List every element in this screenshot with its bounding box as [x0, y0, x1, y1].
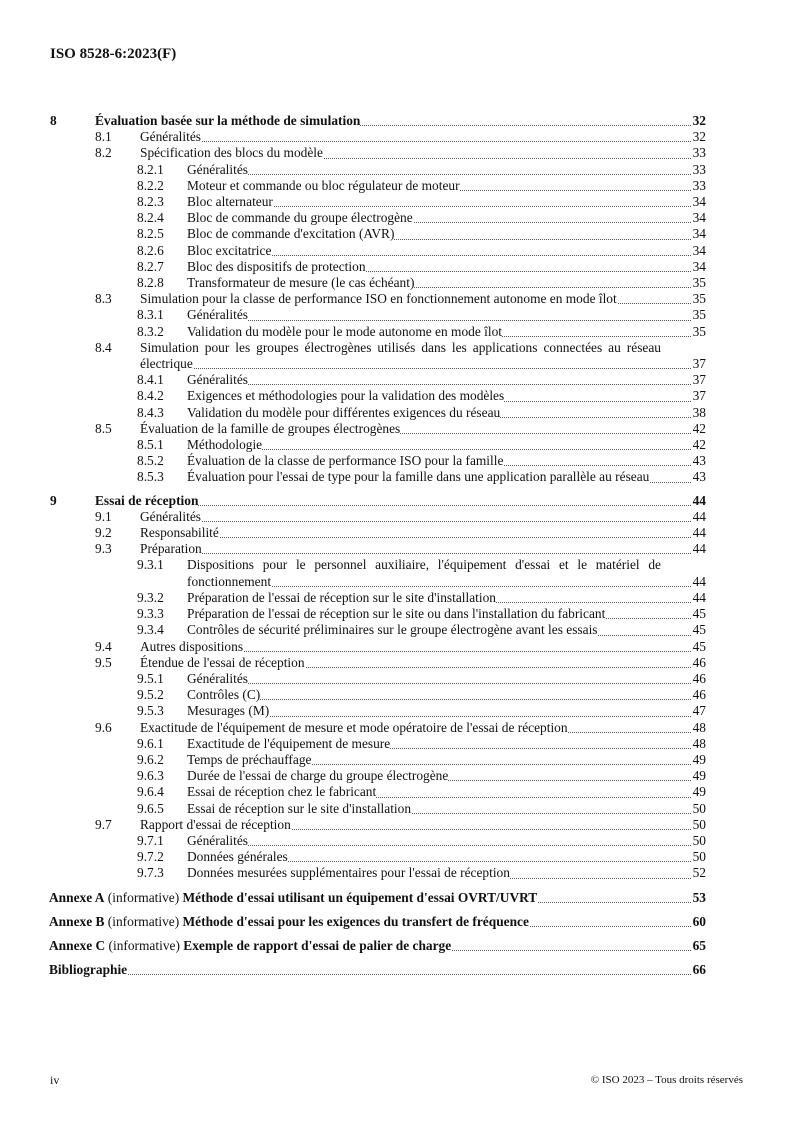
toc-entry-page[interactable]: 38: [692, 404, 706, 420]
toc-entry-number: 8: [50, 113, 57, 128]
toc-entry-number: 8.2.5: [137, 226, 164, 242]
toc-entry-page[interactable]: 34: [692, 226, 706, 242]
toc-annex-text: [49, 938, 451, 953]
toc-entry[interactable]: [0, 113, 793, 129]
toc-entry-text-wrap: [140, 639, 661, 655]
toc-entry-text-wrap: [187, 590, 661, 606]
toc-entry-number: 9: [50, 492, 57, 508]
toc-entry-number: 8.4.1: [137, 372, 164, 388]
toc-entry-text-wrap: [187, 243, 661, 259]
toc-entry[interactable]: [0, 606, 793, 622]
toc-entry-text-wrap: [187, 194, 661, 210]
toc-entry-text-wrap: [140, 291, 661, 307]
toc-entry[interactable]: [0, 162, 793, 178]
toc-entry-number: 8.2.1: [137, 161, 164, 177]
toc-entry[interactable]: [0, 178, 793, 194]
toc-entry-page[interactable]: 42: [692, 420, 706, 436]
toc-entry-text-wrap: [187, 437, 661, 453]
toc-entry-title[interactable]: Données mesurées supplémentaires pour l'essai de réception: [187, 865, 510, 881]
toc-entry-title[interactable]: Généralités: [187, 161, 248, 177]
toc-entry-text-wrap: [140, 509, 661, 525]
toc-entry-page[interactable]: 44: [692, 492, 706, 508]
toc-annex-entry[interactable]: [0, 938, 793, 954]
toc-entry[interactable]: [0, 801, 793, 817]
toc-entry[interactable]: [0, 671, 793, 687]
toc-entry-number: 8.4: [95, 339, 112, 355]
toc-entry[interactable]: [0, 226, 793, 242]
toc-entry-title[interactable]: Spécification des blocs du modèle: [140, 145, 323, 161]
toc-entry-title[interactable]: Mesurages (M): [187, 703, 270, 719]
toc-entry-page[interactable]: 37: [692, 356, 706, 372]
toc-entry-number: 9.7.2: [137, 849, 164, 865]
toc-entry[interactable]: [0, 752, 793, 768]
annex-type: (informative): [107, 913, 180, 929]
toc-entry-title[interactable]: Simulation pour les groupes électrogènes utilisés dans les applications connectées au réseau électrique: [140, 339, 661, 372]
toc-entry-title[interactable]: Contrôles de sécurité préliminaires sur le groupe électrogène avant les essais: [187, 622, 598, 638]
toc-entry-number: 9.7: [95, 816, 112, 832]
toc-entry-title[interactable]: Généralités: [187, 670, 248, 686]
page-number: iv: [50, 1073, 60, 1087]
toc-entry-text-wrap: [187, 210, 661, 226]
toc-entry[interactable]: [0, 275, 793, 291]
toc-entry-page[interactable]: 37: [692, 372, 706, 388]
toc-entry-number: 8.2.2: [137, 177, 164, 193]
toc-entry-page[interactable]: 49: [692, 784, 706, 800]
toc-entry-title[interactable]: Bloc de commande du groupe électrogène: [187, 210, 413, 226]
toc-entry-text-wrap: [140, 720, 661, 736]
toc-entry-number: 9.5.2: [137, 687, 164, 703]
toc-entry-page[interactable]: 48: [692, 735, 706, 751]
toc-entry[interactable]: [0, 129, 793, 145]
toc-entry-number: 8.5: [95, 420, 112, 436]
toc-entry-page[interactable]: 49: [692, 751, 706, 767]
toc-entry-number: 8.2.7: [137, 258, 164, 274]
toc-entry[interactable]: [0, 849, 793, 865]
toc-entry-number: 9.1: [95, 508, 112, 524]
toc-entry-text-wrap: [140, 129, 661, 145]
toc-entry-title[interactable]: Dispositions pour le personnel auxiliaire, l'équipement d'essai et le matériel de fonctionnement: [187, 557, 661, 589]
toc-entry-text-wrap: [187, 801, 661, 817]
toc-entry-title[interactable]: Contrôles (C): [187, 687, 261, 703]
toc-entry-title[interactable]: Simulation pour la classe de performance ISO en fonctionnement autonome en mode îlot: [140, 291, 617, 307]
annex-type: (informative): [107, 889, 180, 905]
toc-entry-title[interactable]: Évaluation basée sur la méthode de simulation: [95, 113, 361, 128]
toc-entry-page[interactable]: 37: [692, 388, 706, 404]
toc-entry[interactable]: [0, 687, 793, 703]
toc-entry-title[interactable]: Exactitude de l'équipement de mesure: [187, 735, 391, 751]
toc-entry-number: 9.5.3: [137, 703, 164, 719]
toc-entry-text-wrap: [187, 162, 661, 178]
toc-entry-text-wrap: [95, 113, 661, 129]
toc-entry-title[interactable]: Essai de réception sur le site d'installation: [187, 800, 412, 816]
toc-entry-text-wrap: [187, 388, 661, 404]
toc-entry[interactable]: [0, 453, 793, 469]
toc-entry-page[interactable]: 45: [692, 622, 706, 638]
toc-entry-page[interactable]: 44: [692, 573, 706, 589]
toc-entry-text-wrap: [140, 525, 661, 541]
toc-entry-text-wrap: [187, 226, 661, 242]
toc-entry-number: 9.5.1: [137, 670, 164, 686]
toc-entry-title[interactable]: Validation du modèle pour différentes exigences du réseau: [187, 404, 501, 420]
toc-entry-title[interactable]: Généralités: [140, 508, 201, 524]
toc-entry[interactable]: [0, 388, 793, 404]
toc-entry-text-wrap: [187, 372, 661, 388]
toc-entry-title[interactable]: Généralités: [140, 129, 201, 145]
annex-label[interactable]: Annexe A: [49, 889, 105, 905]
toc-entry[interactable]: [0, 817, 793, 833]
toc-entry-page[interactable]: 45: [692, 638, 706, 654]
toc-entry-page[interactable]: 44: [692, 589, 706, 605]
toc-entry-title[interactable]: Durée de l'essai de charge du groupe électrogène: [187, 768, 449, 784]
toc-entry-title[interactable]: Préparation: [140, 541, 202, 557]
bibliography-label[interactable]: Bibliographie: [49, 962, 128, 978]
annex-title[interactable]: Méthode d'essai pour les exigences du transfert de fréquence: [182, 913, 529, 929]
toc-bibliography-entry[interactable]: [0, 962, 793, 978]
toc-entry-title[interactable]: Essai de réception chez le fabricant: [187, 784, 377, 800]
toc-entry[interactable]: [0, 194, 793, 210]
toc-entry-number: 8.3: [95, 291, 112, 307]
toc-annex-entry[interactable]: [0, 890, 793, 906]
toc-entry-number: 8.3.1: [137, 307, 164, 323]
toc-entry[interactable]: [0, 509, 793, 525]
toc-entry[interactable]: [0, 525, 793, 541]
toc-entry-page[interactable]: 32: [692, 113, 706, 128]
toc-entry-page[interactable]: 46: [692, 654, 706, 670]
toc-entry-number: 9.3.4: [137, 622, 164, 638]
toc-annex-text: [49, 914, 529, 929]
toc-entry-number: 9.6.2: [137, 751, 164, 767]
toc-entry-number: 8.2.3: [137, 194, 164, 210]
toc-entry-number: 8.2.8: [137, 275, 164, 291]
toc-entry-text-wrap: [187, 768, 661, 784]
toc-entry[interactable]: [0, 736, 793, 752]
toc-entry-page[interactable]: 50: [692, 832, 706, 848]
toc-entry-text-wrap: [187, 752, 661, 768]
copyright: © ISO 2023 – Tous droits réservés: [590, 1074, 743, 1086]
toc-entry-text-wrap: [140, 421, 661, 437]
toc-entry-page[interactable]: 34: [692, 210, 706, 226]
toc-entry-page[interactable]: 35: [692, 291, 706, 307]
toc-entry-text-wrap: [140, 541, 661, 557]
toc-entry-text-wrap: [187, 784, 661, 800]
toc-entry-title[interactable]: Temps de préchauffage: [187, 751, 312, 767]
toc-entry-number: 9.6.4: [137, 784, 164, 800]
toc-entry-page[interactable]: 45: [692, 606, 706, 622]
toc-entry[interactable]: [0, 405, 793, 421]
toc-entry-title[interactable]: Exactitude de l'équipement de mesure et mode opératoire de l'essai de réception: [140, 719, 568, 735]
toc-entry-text-wrap: [187, 405, 661, 421]
toc-entry-text-wrap: [187, 671, 661, 687]
toc-entry-number: 9.3: [95, 541, 112, 557]
toc-entry-page[interactable]: 43: [692, 469, 706, 485]
toc-entry-page[interactable]: 33: [692, 145, 706, 161]
toc-entry-title[interactable]: Évaluation pour l'essai de type pour la famille dans une application parallèle au réseau: [187, 469, 650, 485]
toc-entry-text-wrap: [140, 817, 661, 833]
toc-entry-text-wrap: [187, 324, 661, 340]
toc-entry-page[interactable]: 50: [692, 816, 706, 832]
toc-entry[interactable]: [0, 639, 793, 655]
toc-entry-title[interactable]: Généralités: [187, 832, 248, 848]
toc-entry-text-wrap: [187, 259, 661, 275]
toc-entry-number: 9.3.2: [137, 589, 164, 605]
toc-entry-page[interactable]: 47: [692, 703, 706, 719]
toc-entry-page[interactable]: 44: [692, 541, 706, 557]
toc-entry-page[interactable]: 44: [692, 525, 706, 541]
toc-entry-number: 9.4: [95, 638, 112, 654]
toc-entry-text-wrap: [187, 687, 661, 703]
toc-entry[interactable]: [0, 833, 793, 849]
annex-title[interactable]: Exemple de rapport d'essai de palier de charge: [183, 937, 452, 953]
toc-entry-text-wrap: [187, 606, 661, 622]
toc-entry-number: 8.4.2: [137, 388, 164, 404]
toc-entry[interactable]: [0, 340, 793, 372]
toc-entry-title[interactable]: Moteur et commande ou bloc régulateur de moteur: [187, 177, 460, 193]
toc-entry[interactable]: [0, 243, 793, 259]
toc-entry-page[interactable]: 42: [692, 437, 706, 453]
toc-entry-title[interactable]: Étendue de l'essai de réception: [140, 654, 305, 670]
toc-entry-number: 9.7.3: [137, 865, 164, 881]
toc-entry-text-wrap: [140, 145, 661, 161]
annex-title[interactable]: Méthode d'essai utilisant un équipement d'essai OVRT/UVRT: [182, 889, 538, 905]
toc-entry-title[interactable]: Préparation de l'essai de réception sur le site d'installation: [187, 589, 496, 605]
toc-entry-number: 8.2: [95, 145, 112, 161]
toc-entry[interactable]: [0, 557, 793, 589]
toc-entry-text-wrap: [187, 736, 661, 752]
toc-entry-page[interactable]: 65: [692, 937, 706, 953]
toc-entry-number: 9.3.1: [137, 557, 164, 573]
toc-entry-title[interactable]: Bloc des dispositifs de protection: [187, 258, 366, 274]
toc-entry[interactable]: [0, 307, 793, 323]
toc-entry-page[interactable]: 35: [692, 275, 706, 291]
toc-entry-text-wrap: [187, 865, 661, 881]
toc-entry-page[interactable]: 35: [692, 323, 706, 339]
toc-entry[interactable]: [0, 421, 793, 437]
toc-entry-title[interactable]: Bloc excitatrice: [187, 242, 272, 258]
dot-leader: [49, 974, 705, 975]
toc-entry-number: 8.2.6: [137, 242, 164, 258]
toc-entry-page[interactable]: 46: [692, 687, 706, 703]
toc-entry[interactable]: [0, 590, 793, 606]
toc-entry[interactable]: [0, 291, 793, 307]
toc-entry-title[interactable]: Validation du modèle pour le mode autonome en mode îlot: [187, 323, 502, 339]
toc-entry-text-wrap: [187, 622, 661, 638]
toc-entry-page[interactable]: 46: [692, 670, 706, 686]
toc-entry-text-wrap: [187, 703, 661, 719]
toc-entry-page[interactable]: 34: [692, 194, 706, 210]
toc-entry-text-wrap: [187, 833, 661, 849]
toc-entry-title[interactable]: Généralités: [187, 307, 248, 323]
toc-entry-number: 9.6.1: [137, 735, 164, 751]
toc-entry[interactable]: [0, 210, 793, 226]
toc-entry-number: 9.7.1: [137, 832, 164, 848]
toc-entry-title[interactable]: Autres dispositions: [140, 638, 244, 654]
toc-entry-title[interactable]: Préparation de l'essai de réception sur le site ou dans l'installation du fabricant: [187, 606, 606, 622]
toc-entry-title[interactable]: Bloc alternateur: [187, 194, 273, 210]
toc-entry-page[interactable]: 49: [692, 768, 706, 784]
toc-entry-title[interactable]: Bloc de commande d'excitation (AVR): [187, 226, 395, 242]
toc-entry-title[interactable]: Transformateur de mesure (le cas échéant): [187, 275, 415, 291]
toc-entry-title[interactable]: Responsabilité: [140, 525, 219, 541]
toc-entry-page[interactable]: 48: [692, 719, 706, 735]
toc-entry[interactable]: [0, 145, 793, 161]
toc-entry[interactable]: [0, 768, 793, 784]
toc-entry-title[interactable]: Rapport d'essai de réception: [140, 816, 291, 832]
toc-entry-page[interactable]: 60: [692, 913, 706, 929]
toc-entry-page[interactable]: 35: [692, 307, 706, 323]
toc-entry-text-wrap: [187, 453, 661, 469]
toc-entry-number: 9.6.3: [137, 768, 164, 784]
toc-entry-number: 8.5.2: [137, 453, 164, 469]
toc-entry-page[interactable]: 53: [692, 889, 706, 905]
toc-entry[interactable]: [0, 372, 793, 388]
toc-entry[interactable]: [0, 541, 793, 557]
toc-entry-text-wrap: [187, 307, 661, 323]
toc-entry-text-wrap: [187, 469, 661, 485]
toc-entry-text-wrap: [140, 340, 661, 372]
toc-entry[interactable]: [0, 622, 793, 638]
annex-label[interactable]: Annexe C: [49, 937, 106, 953]
toc-entry-page[interactable]: 50: [692, 800, 706, 816]
toc-entry[interactable]: [0, 720, 793, 736]
toc-entry-number: 8.1: [95, 129, 112, 145]
toc-entry-page[interactable]: 34: [692, 258, 706, 274]
toc-entry-title[interactable]: Données générales: [187, 849, 288, 865]
toc-entry-number: 8.4.3: [137, 404, 164, 420]
toc-entry-text-wrap: [187, 557, 661, 589]
toc-entry-number: 8.5.3: [137, 469, 164, 485]
toc-annex-text: [49, 890, 537, 905]
toc-entry-number: 9.6: [95, 719, 112, 735]
toc-entry-text-wrap: [95, 493, 661, 509]
toc-entry[interactable]: [0, 784, 793, 800]
toc-entry-number: 8.3.2: [137, 323, 164, 339]
toc-entry-title[interactable]: Évaluation de la famille de groupes électrogènes: [140, 420, 401, 436]
toc-entry-number: 9.2: [95, 525, 112, 541]
toc-entry-text-wrap: [187, 849, 661, 865]
toc-entry-number: 9.3.3: [137, 606, 164, 622]
toc-entry-page[interactable]: 43: [692, 453, 706, 469]
toc-entry-text-wrap: [187, 178, 661, 194]
toc-entry-title[interactable]: Généralités: [187, 372, 248, 388]
toc-entry-text-wrap: [140, 655, 661, 671]
annex-label[interactable]: Annexe B: [49, 913, 105, 929]
annex-type: (informative): [108, 937, 180, 953]
toc-entry-page[interactable]: 50: [692, 849, 706, 865]
toc-annex-entry[interactable]: [0, 914, 793, 930]
toc-entry-page[interactable]: 33: [692, 161, 706, 177]
toc-entry-number: 8.2.4: [137, 210, 164, 226]
toc-entry[interactable]: [0, 324, 793, 340]
toc-entry-title[interactable]: Exigences et méthodologies pour la validation des modèles: [187, 388, 505, 404]
toc-entry-title[interactable]: Essai de réception: [95, 492, 199, 508]
table-of-contents: [0, 113, 793, 978]
toc-entry-number: 8.5.1: [137, 437, 164, 453]
toc-entry[interactable]: [0, 437, 793, 453]
toc-entry[interactable]: [0, 493, 793, 509]
toc-entry-number: 9.5: [95, 654, 112, 670]
toc-entry[interactable]: [0, 469, 793, 485]
document-id: ISO 8528-6:2023(F): [50, 46, 177, 62]
toc-entry[interactable]: [0, 655, 793, 671]
toc-entry-page[interactable]: 44: [692, 508, 706, 524]
toc-entry[interactable]: [0, 259, 793, 275]
toc-entry-page[interactable]: 34: [692, 242, 706, 258]
toc-entry-page[interactable]: 33: [692, 177, 706, 193]
toc-entry-page[interactable]: 32: [692, 129, 706, 145]
toc-entry[interactable]: [0, 703, 793, 719]
toc-entry-title[interactable]: Méthodologie: [187, 437, 263, 453]
toc-entry-number: 9.6.5: [137, 800, 164, 816]
toc-entry-title[interactable]: Évaluation de la classe de performance ISO pour la famille: [187, 453, 504, 469]
toc-entry[interactable]: [0, 865, 793, 881]
toc-entry-text-wrap: [187, 275, 661, 291]
toc-entry-page[interactable]: 52: [692, 865, 706, 881]
toc-entry-page[interactable]: 66: [692, 962, 706, 978]
